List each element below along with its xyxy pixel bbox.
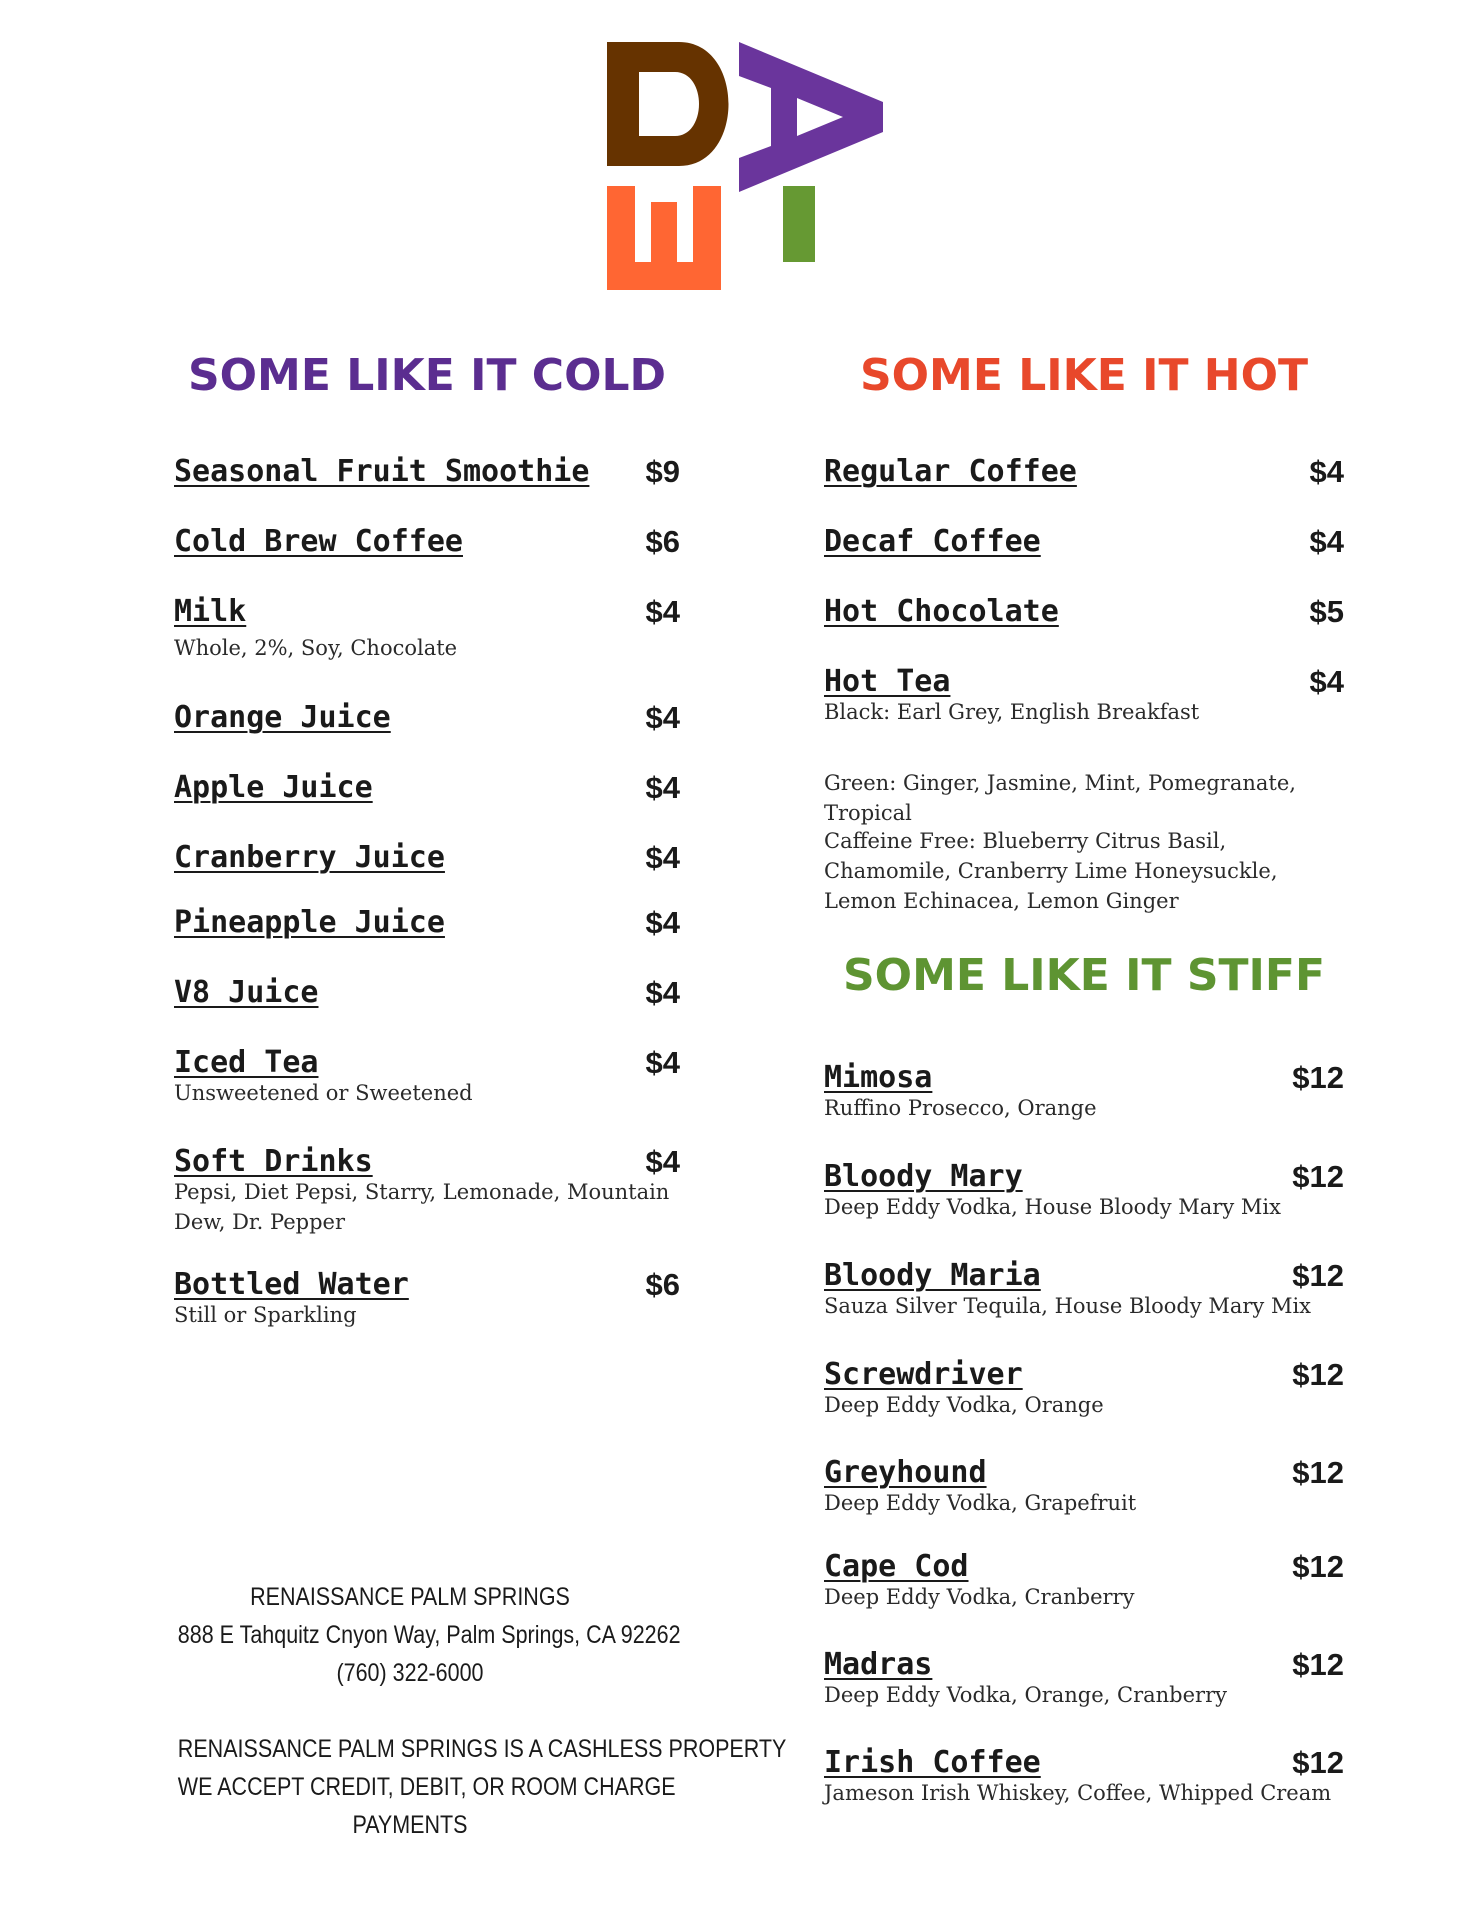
menu-item (824, 1745, 1344, 1808)
item-name: Orange Juice (174, 700, 391, 735)
hotel-footer (177, 1578, 787, 1844)
menu-item (174, 770, 680, 805)
item-description: Unsweetened or Sweetened (174, 1081, 473, 1105)
item-name: Mimosa (824, 1060, 933, 1095)
item-description: Deep Eddy Vodka, Cranberry (824, 1585, 1135, 1609)
item-name: Greyhound (824, 1455, 987, 1490)
item-price: $4 (645, 770, 680, 805)
item-name: Bloody Mary (824, 1159, 1023, 1194)
item-name: Apple Juice (174, 770, 373, 805)
menu-item (174, 1045, 680, 1108)
logo-letter-d (607, 42, 729, 166)
logo-letter-t (757, 186, 883, 290)
item-description: Jameson Irish Whiskey, Coffee, Whipped Cream (824, 1781, 1332, 1805)
item-name: Regular Coffee (824, 454, 1077, 489)
item-description: Pepsi, Diet Pepsi, Starry, Lemonade, Mountain Dew, Dr. Pepper (174, 1180, 670, 1234)
item-price: $12 (1292, 1159, 1344, 1194)
logo-letter-e (607, 186, 721, 290)
item-name: Pineapple Juice (174, 905, 445, 940)
menu-item (174, 975, 680, 1010)
item-name: Irish Coffee (824, 1745, 1041, 1780)
stiff-heading: SOME LIKE IT STIFF (842, 950, 1326, 1001)
menu-item (174, 700, 680, 735)
item-description: Still or Sparkling (174, 1303, 357, 1327)
menu-item (824, 1455, 1344, 1518)
hotel-name: RENAISSANCE PALM SPRINGS (250, 1583, 570, 1611)
date-logo (607, 42, 883, 290)
menu-item (824, 1258, 1344, 1321)
cashless-notice-line3: PAYMENTS (352, 1811, 468, 1839)
item-price: $4 (645, 905, 680, 940)
item-name: Hot Tea (824, 664, 951, 699)
item-price: $9 (645, 454, 680, 489)
item-name: Iced Tea (174, 1045, 319, 1080)
item-name: Screwdriver (824, 1357, 1023, 1392)
item-name: Soft Drinks (174, 1144, 373, 1179)
menu-item (174, 524, 680, 559)
item-price: $6 (645, 524, 680, 559)
menu-item (824, 1159, 1344, 1222)
menu-item (824, 1647, 1344, 1710)
menu-item (824, 524, 1344, 559)
item-price: $4 (645, 1045, 680, 1080)
item-description: Deep Eddy Vodka, Grapefruit (824, 1491, 1137, 1515)
menu-item (174, 454, 680, 489)
item-description: Deep Eddy Vodka, House Bloody Mary Mix (824, 1195, 1281, 1219)
menu-item (174, 594, 680, 663)
menu-item (824, 664, 1344, 727)
item-name: Madras (824, 1647, 933, 1682)
item-name: Seasonal Fruit Smoothie (174, 454, 590, 489)
menu-item (174, 1144, 680, 1237)
item-description: Ruffino Prosecco, Orange (824, 1096, 1097, 1120)
menu-item (174, 1267, 680, 1330)
item-price: $4 (645, 975, 680, 1010)
item-description: Sauza Silver Tequila, House Bloody Mary Mix (824, 1294, 1312, 1318)
footer-spacer (178, 1692, 642, 1730)
item-price: $4 (1309, 664, 1344, 699)
item-price: $12 (1292, 1455, 1344, 1490)
item-price: $12 (1292, 1745, 1344, 1780)
item-price: $12 (1292, 1060, 1344, 1095)
item-price: $4 (1309, 524, 1344, 559)
logo-letter-a (739, 42, 883, 192)
item-description: Deep Eddy Vodka, Orange, Cranberry (824, 1683, 1227, 1707)
tea-caffeine-free-note: Caffeine Free: Blueberry Citrus Basil, Chamomile, Cranberry Lime Honeysuckle, Lemon Echinacea, Lemon Ginger (824, 829, 1278, 913)
item-name: Bottled Water (174, 1267, 409, 1302)
item-name: Hot Chocolate (824, 594, 1059, 629)
item-price: $4 (645, 594, 680, 629)
item-description: Black: Earl Grey, English Breakfast (824, 700, 1200, 724)
item-name: Bloody Maria (824, 1258, 1041, 1293)
item-name: Cranberry Juice (174, 840, 445, 875)
item-price: $4 (1309, 454, 1344, 489)
item-name: Milk (174, 594, 247, 629)
item-name: Decaf Coffee (824, 524, 1041, 559)
menu-item (824, 454, 1344, 489)
cashless-notice-line2: WE ACCEPT CREDIT, DEBIT, OR ROOM CHARGE (177, 1773, 676, 1801)
menu-item (174, 840, 680, 875)
tea-green-note: Green: Ginger, Jasmine, Mint, Pomegranate, Tropical (824, 771, 1296, 825)
hotel-phone: (760) 322-6000 (336, 1659, 484, 1687)
menu-item (824, 1060, 1344, 1123)
item-price: $6 (645, 1267, 680, 1302)
item-price: $5 (1309, 594, 1344, 629)
item-description: Deep Eddy Vodka, Orange (824, 1393, 1104, 1417)
menu-item (174, 905, 680, 940)
item-price: $12 (1292, 1357, 1344, 1392)
item-name: Cold Brew Coffee (174, 524, 463, 559)
item-name: Cape Cod (824, 1549, 969, 1584)
item-price: $12 (1292, 1258, 1344, 1293)
item-name: V8 Juice (174, 975, 319, 1010)
item-price: $12 (1292, 1549, 1344, 1584)
item-price: $12 (1292, 1647, 1344, 1682)
item-description: Whole, 2%, Soy, Chocolate (174, 636, 458, 660)
item-price: $4 (645, 840, 680, 875)
menu-item (824, 1357, 1344, 1420)
hotel-address: 888 E Tahquitz Cnyon Way, Palm Springs, CA 92262 (177, 1621, 681, 1649)
menu-item (824, 594, 1344, 629)
menu-item (824, 1549, 1344, 1612)
item-price: $4 (645, 700, 680, 735)
cold-heading: SOME LIKE IT COLD (187, 350, 667, 401)
cashless-notice-line1: RENAISSANCE PALM SPRINGS IS A CASHLESS PROPERTY (177, 1735, 787, 1763)
item-price: $4 (645, 1144, 680, 1179)
hot-heading: SOME LIKE IT HOT (859, 350, 1309, 401)
